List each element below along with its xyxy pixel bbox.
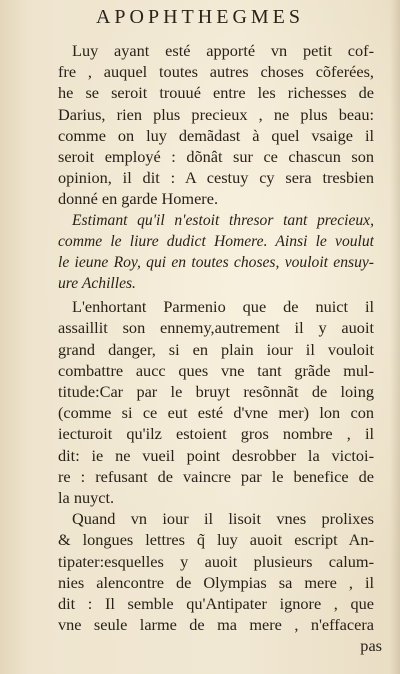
text-line: L'enhortant Parmenio que de nuict il [72, 297, 374, 317]
text-line: re : refusant de vaincre par le benefice de [58, 466, 374, 486]
text-line: Estimant qu'il n'estoit thresor tant precieux, [72, 211, 374, 229]
paragraph-4 [58, 508, 374, 635]
text-line: Luy ayant esté apporté vn petit cof- [72, 41, 374, 60]
text-line: la nuyct. [58, 487, 115, 507]
text-line: grand danger, si en plain iour il vouloit [58, 339, 374, 359]
text-line: iecturoit qu'ilz estoient gros nombre , il [58, 424, 374, 444]
text-line: assaillit son ennemy,autrement il y auoit [58, 318, 374, 338]
text-line: Darius, rien plus precieux , ne plus beau: [58, 104, 374, 124]
text-line: opinion, il dit : A cestuy cy sera tresbien [58, 168, 374, 188]
paragraph-3 [58, 296, 374, 508]
page-text [58, 40, 374, 635]
text-line: he se seroit trouué entre les richesses de [58, 83, 374, 103]
text-line: Quand vn iour il lisoit vnes prolixes [72, 509, 374, 529]
text-line: donné en garde Homere. [58, 189, 219, 209]
text-line: tipater:esquelles y auoit plusieurs calum- [58, 551, 374, 571]
text-line: combattre aucc ques vne tant grãde mul- [58, 360, 374, 380]
catchword: pas [360, 636, 382, 655]
text-line: comme le liure dudict Homere. Ainsi le voulut [58, 232, 374, 250]
running-head: APOPHTHEGMES [95, 6, 305, 28]
text-line: le ieune Roy, qui en toutes choses, vouloit ensuy- [58, 253, 374, 271]
text-line: dit : Il semble qu'Antipater ignore , que [58, 593, 374, 613]
page-edge-shadow [390, 0, 400, 674]
paragraph-1 [58, 40, 374, 210]
text-line: fre , auquel toutes autres choses cõferées, [58, 62, 374, 82]
text-line: ure Achilles. [58, 275, 136, 293]
paragraph-2-italic-gloss [58, 210, 374, 295]
text-line: & longues lettres q̃ luy auoit escript An- [58, 530, 374, 550]
text-line: seroit employé : dõnât sur ce chascun son [58, 146, 374, 166]
text-line: titude:Car par le bruyt resõnnãt de loing [58, 382, 374, 401]
text-line: vne seule larme de ma mere , n'effacera [58, 615, 374, 635]
text-line: (comme si ce eut esté d'vne mer) lon con [58, 403, 374, 423]
text-line: comme on luy demãdast à quel vsaige il [58, 125, 374, 145]
text-line: dit: ie ne vueil point desrobber la victoi- [58, 445, 374, 465]
text-line: nies alencontre de Olympias sa mere , il [58, 572, 374, 592]
